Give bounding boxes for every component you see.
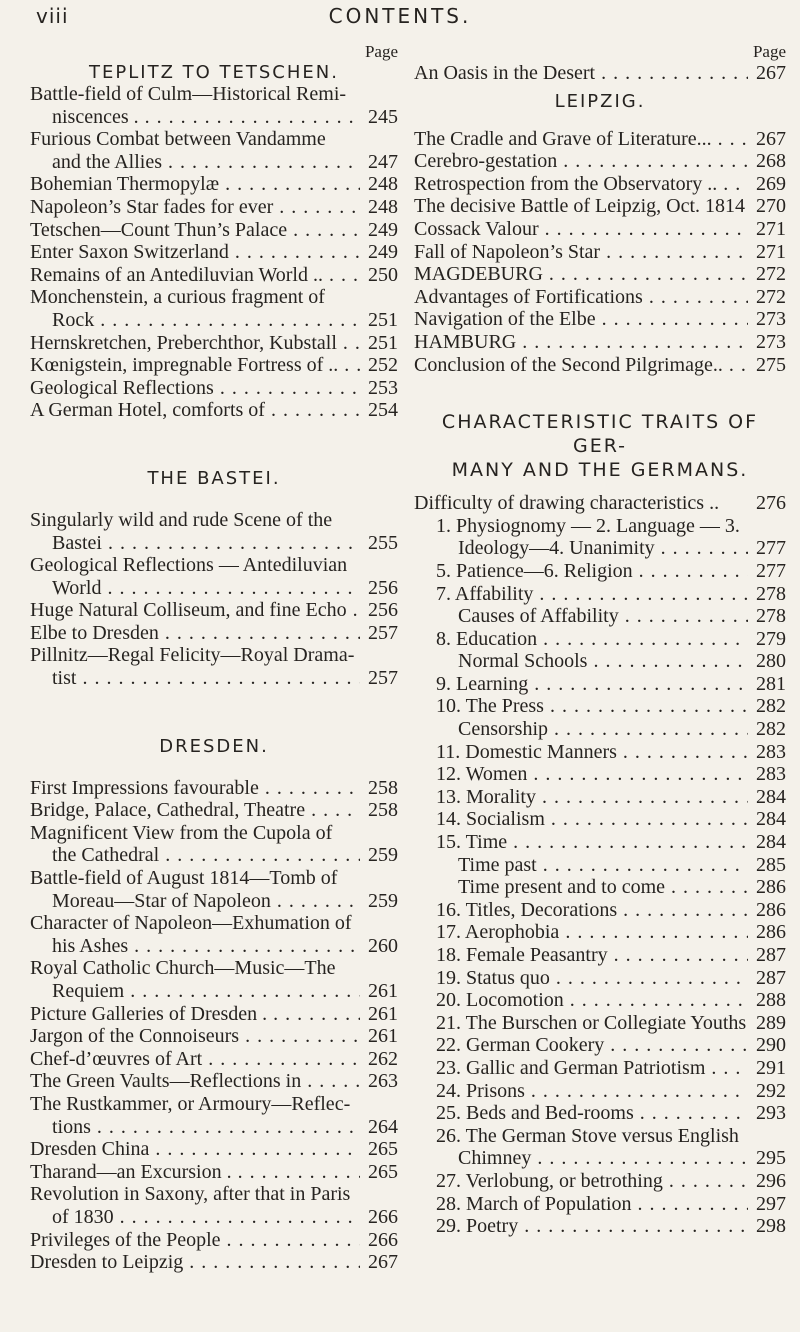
toc-entry	[414, 989, 786, 1012]
toc-entry-text: 25. Beds and Bed-rooms . . .	[414, 1102, 748, 1125]
section-title: DRESDEN.	[159, 735, 269, 757]
toc-entry	[414, 263, 786, 286]
toc-entry-page: 264	[368, 1115, 398, 1138]
toc-entry-text: Battle-field of August 1814—Tomb of	[30, 867, 338, 890]
toc-entry-text: Censorship . . .	[414, 718, 748, 741]
toc-entry-text: his Ashes . . .	[30, 935, 360, 958]
toc-entry-page: 272	[756, 263, 786, 286]
toc-entry-page: 266	[368, 1205, 398, 1228]
toc-entry-text: Monchenstein, a curious fragment of	[30, 286, 325, 309]
section-title: LEIPZIG.	[554, 90, 646, 112]
toc-entry-text: Time present and to come . . .	[414, 876, 748, 899]
page-number: viii	[36, 4, 69, 28]
toc-entry-page: 296	[756, 1169, 786, 1192]
toc-entry	[414, 1012, 786, 1035]
toc-entry-text: The Rustkammer, or Armoury—Reflec-	[30, 1092, 351, 1115]
toc-entry-text: Privileges of the People . . .	[30, 1229, 360, 1252]
toc-entry	[414, 1125, 786, 1148]
toc-entry-text: Huge Natural Colliseum, and fine Echo . . .	[30, 599, 360, 622]
toc-entry-text: Cerebro-gestation . . .	[414, 150, 748, 173]
toc-entry-page: 268	[756, 150, 786, 173]
toc-entry	[30, 1025, 398, 1048]
toc-entry-page: 259	[368, 889, 398, 912]
toc-entry	[30, 264, 398, 287]
toc-entry	[414, 899, 786, 922]
toc-entry-text: 12. Women . . .	[414, 763, 748, 786]
toc-entry	[30, 667, 398, 690]
toc-entry	[30, 219, 398, 242]
toc-entry-page: 291	[756, 1056, 786, 1079]
toc-entry	[30, 822, 398, 845]
toc-entry-page: 286	[756, 898, 786, 921]
toc-entry-text: 28. March of Population . . .	[414, 1193, 748, 1216]
toc-entry-text: 21. The Burschen or Collegiate Youths	[436, 1011, 747, 1034]
left-column	[30, 42, 398, 1274]
toc-entry-page: 261	[368, 1002, 398, 1025]
toc-entry-text: and the Allies . . .	[30, 151, 360, 174]
toc-entry	[414, 1034, 786, 1057]
toc-entry	[414, 241, 786, 264]
toc-entry	[414, 62, 786, 85]
toc-entry	[414, 921, 786, 944]
toc-entry-page: 286	[756, 876, 786, 899]
toc-entry	[414, 673, 786, 696]
toc-entry-text: tist . . .	[30, 667, 360, 690]
toc-entry-page: 295	[756, 1147, 786, 1170]
toc-entry	[30, 1206, 398, 1229]
toc-entry	[30, 1251, 398, 1274]
toc-entry	[414, 1147, 786, 1170]
toc-list	[414, 62, 786, 85]
toc-entry-page: 277	[756, 537, 786, 560]
toc-entry	[30, 1138, 398, 1161]
toc-entry	[414, 515, 786, 538]
toc-entry	[30, 1048, 398, 1071]
toc-entry-page: 271	[756, 217, 786, 240]
toc-entry	[414, 173, 786, 196]
toc-entry-page: 249	[368, 218, 398, 241]
toc-entry-page: 269	[756, 172, 786, 195]
toc-entry-page: 292	[756, 1079, 786, 1102]
toc-entry-text: Geological Reflections . . .	[30, 377, 360, 400]
toc-entry-text: Time past . . .	[414, 854, 748, 877]
toc-entry-page: 248	[368, 195, 398, 218]
toc-entry	[30, 577, 398, 600]
toc-entry-text: 8. Education . . .	[414, 628, 748, 651]
toc-entry-page: 273	[756, 308, 786, 331]
toc-entry-text: Advantages of Fortifications . . .	[414, 286, 748, 309]
toc-entry-page: 257	[368, 667, 398, 690]
toc-entry-page: 271	[756, 240, 786, 263]
toc-entry-page: 284	[756, 808, 786, 831]
toc-entry	[414, 1057, 786, 1080]
toc-entry	[30, 309, 398, 332]
toc-entry-text: Bohemian Thermopylæ . . .	[30, 173, 360, 196]
page-header	[0, 0, 800, 30]
toc-entry-page: 265	[368, 1138, 398, 1161]
toc-entry	[414, 150, 786, 173]
toc-entry	[30, 532, 398, 555]
toc-entry-text: Bridge, Palace, Cathedral, Theatre . . .	[30, 799, 360, 822]
toc-entry	[414, 944, 786, 967]
toc-entry	[414, 583, 786, 606]
toc-entry	[30, 399, 398, 422]
toc-entry-text: 19. Status quo . . .	[414, 967, 748, 990]
toc-entry	[414, 218, 786, 241]
toc-entry	[414, 786, 786, 809]
toc-entry	[30, 890, 398, 913]
toc-entry-text: The Green Vaults—Reflections in . . .	[30, 1070, 360, 1093]
toc-entry-text: Elbe to Dresden . . .	[30, 622, 360, 645]
toc-entry-text: A German Hotel, comforts of . . .	[30, 399, 360, 422]
toc-entry-page: 284	[756, 831, 786, 854]
toc-entry	[30, 777, 398, 800]
toc-entry-text: Retrospection from the Observatory .. . . .	[414, 173, 748, 196]
toc-entry	[414, 741, 786, 764]
toc-entry	[414, 537, 786, 560]
toc-entry	[30, 1003, 398, 1026]
toc-entry	[414, 128, 786, 151]
toc-entry-page: 252	[368, 354, 398, 377]
toc-entry	[414, 831, 786, 854]
toc-entry	[30, 151, 398, 174]
toc-list	[414, 492, 786, 1238]
toc-entry-text: 15. Time . . .	[414, 831, 748, 854]
toc-entry	[30, 377, 398, 400]
toc-list	[30, 777, 398, 1274]
toc-entry-page: 289	[756, 1011, 786, 1034]
toc-entry-text: Royal Catholic Church—Music—The	[30, 957, 336, 980]
section-subtitle: MANY AND THE GERMANS.	[451, 459, 749, 482]
toc-entry-text: Singularly wild and rude Scene of the	[30, 508, 333, 531]
toc-entry-text: World . . .	[30, 577, 360, 600]
toc-entry-page: 267	[756, 62, 786, 84]
toc-entry	[414, 1193, 786, 1216]
toc-entry-text: Navigation of the Elbe . . .	[414, 308, 748, 331]
toc-entry-page: 280	[756, 650, 786, 673]
toc-entry	[30, 980, 398, 1003]
toc-entry-text: 26. The German Stove versus English	[436, 1124, 739, 1147]
toc-entry-page: 250	[368, 263, 398, 286]
toc-entry-page: 248	[368, 173, 398, 196]
toc-entry	[414, 195, 786, 218]
toc-entry-page: 283	[756, 763, 786, 786]
toc-entry	[30, 799, 398, 822]
toc-entry-text: 1. Physiognomy — 2. Language — 3.	[436, 514, 740, 537]
toc-entry-text: 9. Learning . . .	[414, 673, 748, 696]
toc-entry-page: 297	[756, 1192, 786, 1215]
toc-entry-text: Causes of Affability . . .	[414, 605, 748, 628]
toc-entry-page: 273	[756, 330, 786, 353]
toc-entry-text: MAGDEBURG . . .	[414, 263, 748, 286]
toc-entry-page: 255	[368, 531, 398, 554]
toc-entry	[30, 1116, 398, 1139]
toc-entry	[30, 844, 398, 867]
toc-entry-text: First Impressions favourable . . .	[30, 777, 360, 800]
toc-entry	[414, 560, 786, 583]
toc-entry	[30, 957, 398, 980]
toc-entry-text: Ideology—4. Unanimity . . .	[414, 537, 748, 560]
toc-entry	[30, 509, 398, 532]
toc-entry-page: 284	[756, 785, 786, 808]
toc-entry-page: 282	[756, 695, 786, 718]
toc-entry	[30, 196, 398, 219]
toc-entry-page: 262	[368, 1047, 398, 1070]
toc-list	[30, 509, 398, 690]
toc-entry-text: Geological Reflections — Antediluvian	[30, 554, 348, 577]
toc-entry-text: The Cradle and Grave of Literature... . . .	[414, 128, 748, 151]
toc-entry-text: 18. Female Peasantry . . .	[414, 944, 748, 967]
toc-entry	[414, 1170, 786, 1193]
toc-entry-text: Fall of Napoleon’s Star . . .	[414, 241, 748, 264]
toc-entry-text: 5. Patience—6. Religion . . .	[414, 560, 748, 583]
toc-entry-page: 272	[756, 285, 786, 308]
toc-entry-text: 27. Verlobung, or betrothing . . .	[414, 1170, 748, 1193]
toc-entry-text: niscences . . . .	[30, 106, 360, 129]
toc-entry-text: Furious Combat between Vandamme	[30, 128, 326, 151]
toc-entry-text: Napoleon’s Star fades for ever . . .	[30, 196, 360, 219]
toc-entry-page: 254	[368, 399, 398, 422]
toc-entry-page: 256	[368, 576, 398, 599]
toc-entry-page: 253	[368, 376, 398, 399]
toc-entry-page: 276	[756, 492, 786, 515]
toc-entry	[414, 331, 786, 354]
toc-entry-text: of 1830 . . .	[30, 1206, 360, 1229]
toc-entry-page: 263	[368, 1070, 398, 1093]
toc-entry-text: Battle-field of Culm—Historical Remi-	[30, 83, 347, 105]
toc-entry-text: 13. Morality . . .	[414, 786, 748, 809]
page-column-label: Page	[364, 42, 398, 61]
toc-entry-text: 20. Locomotion . . .	[414, 989, 748, 1012]
section-title: CHARACTERISTIC TRAITS OF GER-	[441, 411, 759, 458]
toc-entry-text: Bastei . . .	[30, 532, 360, 555]
toc-entry-text: 10. The Press . . .	[414, 695, 748, 718]
right-column	[414, 42, 786, 1238]
toc-entry-text: An Oasis in the Desert . . .	[414, 62, 748, 85]
toc-entry	[414, 854, 786, 877]
toc-entry-text: 29. Poetry . . .	[414, 1215, 748, 1238]
toc-entry-text: Picture Galleries of Dresden . . . .	[30, 1003, 360, 1026]
toc-entry	[414, 1102, 786, 1125]
toc-entry-text: HAMBURG . . .	[414, 331, 748, 354]
toc-entry-text: Enter Saxon Switzerland . . .	[30, 241, 360, 264]
toc-entry	[30, 1070, 398, 1093]
toc-entry	[414, 354, 786, 377]
toc-entry-page: 251	[368, 308, 398, 331]
toc-entry-text: 24. Prisons . . .	[414, 1080, 748, 1103]
toc-entry	[414, 1215, 786, 1238]
toc-entry-text: Moreau—Star of Napoleon . . .	[30, 890, 360, 913]
toc-entry-page: 286	[756, 921, 786, 944]
toc-entry-text: 16. Titles, Decorations . . .	[414, 899, 748, 922]
toc-entry-page: 258	[368, 776, 398, 799]
toc-entry-text: Tharand—an Excursion . . . .	[30, 1161, 360, 1184]
toc-entry-text: Chef-d’œuvres of Art . . .	[30, 1048, 360, 1071]
toc-entry-page: 288	[756, 989, 786, 1012]
toc-entry-page: 293	[756, 1102, 786, 1125]
toc-entry	[30, 354, 398, 377]
toc-entry-text: The decisive Battle of Leipzig, Oct. 1814 . . .	[414, 195, 748, 218]
toc-entry	[30, 173, 398, 196]
toc-entry-page: 267	[756, 127, 786, 150]
toc-entry-page: 282	[756, 718, 786, 741]
toc-entry-page: 259	[368, 844, 398, 867]
toc-entry	[414, 695, 786, 718]
toc-entry-page: 256	[368, 599, 398, 622]
toc-entry	[30, 241, 398, 264]
toc-entry-page: 281	[756, 672, 786, 695]
toc-entry-text: 23. Gallic and German Patriotism . . .	[414, 1057, 748, 1080]
toc-entry	[414, 286, 786, 309]
toc-entry	[30, 1183, 398, 1206]
toc-entry-text: the Cathedral . . .	[30, 844, 360, 867]
toc-entry	[30, 286, 398, 309]
toc-entry-page: 287	[756, 944, 786, 966]
toc-entry-text: Revolution in Saxony, after that in Paris	[30, 1183, 351, 1206]
toc-entry-page: 275	[756, 353, 786, 376]
toc-entry	[414, 808, 786, 831]
toc-entry	[414, 967, 786, 990]
toc-entry-page: 279	[756, 627, 786, 650]
toc-entry	[30, 599, 398, 622]
toc-entry-page: 261	[368, 980, 398, 1002]
toc-entry	[414, 628, 786, 651]
toc-entry	[30, 644, 398, 667]
toc-entry	[30, 83, 398, 106]
toc-entry-page: 283	[756, 740, 786, 763]
toc-entry	[30, 332, 398, 355]
toc-entry-text: Cossack Valour . . .	[414, 218, 748, 241]
toc-entry-text: Difficulty of drawing characteristics ..	[414, 492, 720, 515]
toc-entry-text: 11. Domestic Manners . . .	[414, 741, 748, 764]
toc-entry-page: 260	[368, 934, 398, 957]
toc-entry	[30, 622, 398, 645]
toc-entry-text: Dresden China . . .	[30, 1138, 360, 1161]
toc-entry	[414, 308, 786, 331]
toc-entry-text: Pillnitz—Regal Felicity—Royal Drama-	[30, 644, 355, 667]
toc-entry-page: 251	[368, 331, 398, 354]
toc-entry-text: Dresden to Leipzig . . .	[30, 1251, 360, 1274]
toc-entry-page: 266	[368, 1228, 398, 1251]
toc-entry-text: Character of Napoleon—Exhumation of	[30, 912, 352, 935]
toc-entry-text: 7. Affability . . .	[414, 583, 748, 606]
section-title: THE BASTEI.	[147, 467, 281, 489]
toc-entry-page: 287	[756, 966, 786, 989]
page-column-label: Page	[752, 42, 786, 61]
toc-entry-text: tions . . .	[30, 1116, 360, 1139]
toc-entry	[414, 876, 786, 899]
toc-entry-text: Normal Schools . . .	[414, 650, 748, 673]
toc-entry	[30, 1229, 398, 1252]
toc-entry-page: 278	[756, 605, 786, 628]
toc-entry	[30, 935, 398, 958]
toc-entry-text: Conclusion of the Second Pilgrimage.. . . .	[414, 354, 748, 377]
toc-list	[30, 83, 398, 422]
toc-entry-text: 17. Aerophobia . . .	[414, 921, 748, 944]
toc-entry-page: 298	[756, 1215, 786, 1238]
toc-entry-text: Magnificent View from the Cupola of	[30, 821, 333, 844]
toc-entry-text: Jargon of the Connoiseurs . . .	[30, 1025, 360, 1048]
toc-entry-page: 258	[368, 799, 398, 822]
toc-entry-page: 285	[756, 853, 786, 876]
toc-entry-text: Chimney . . .	[414, 1147, 748, 1170]
toc-entry-page: 261	[368, 1025, 398, 1048]
toc-entry-page: 267	[368, 1251, 398, 1274]
toc-entry	[414, 1080, 786, 1103]
toc-entry	[414, 763, 786, 786]
toc-entry-page: 245	[368, 105, 398, 128]
toc-entry-text: Hernskretchen, Preberchthor, Kubstall . . .	[30, 332, 360, 355]
toc-entry-text: Remains of an Antediluvian World .. . . .	[30, 264, 360, 287]
toc-entry-page: 257	[368, 621, 398, 644]
toc-entry-page: 290	[756, 1034, 786, 1057]
toc-entry	[30, 106, 398, 129]
toc-entry	[414, 492, 786, 515]
toc-entry-page: 247	[368, 150, 398, 173]
toc-entry-text: Tetschen—Count Thun’s Palace . . .	[30, 219, 360, 242]
toc-entry-page: 270	[756, 195, 786, 218]
contents-heading: CONTENTS.	[328, 4, 472, 28]
toc-entry	[30, 867, 398, 890]
toc-entry-text: Rock . . .	[30, 309, 360, 332]
toc-list	[414, 128, 786, 377]
toc-entry	[414, 605, 786, 628]
toc-entry-page: 265	[368, 1160, 398, 1183]
toc-entry-page: 277	[756, 559, 786, 582]
toc-entry	[30, 1161, 398, 1184]
toc-entry-text: 22. German Cookery . . .	[414, 1034, 748, 1057]
toc-entry	[30, 554, 398, 577]
toc-entry	[414, 650, 786, 673]
toc-entry	[30, 1093, 398, 1116]
toc-entry-page: 278	[756, 582, 786, 605]
toc-entry-page: 249	[368, 241, 398, 264]
toc-entry-text: 14. Socialism . . .	[414, 808, 748, 831]
toc-entry	[414, 718, 786, 741]
toc-entry	[30, 912, 398, 935]
section-title: TEPLITZ TO TETSCHEN.	[89, 62, 339, 83]
toc-entry	[30, 128, 398, 151]
toc-entry-text: Requiem . . .	[30, 980, 360, 1003]
toc-entry-text: Kœnigstein, impregnable Fortress of .. . . .	[30, 354, 360, 377]
